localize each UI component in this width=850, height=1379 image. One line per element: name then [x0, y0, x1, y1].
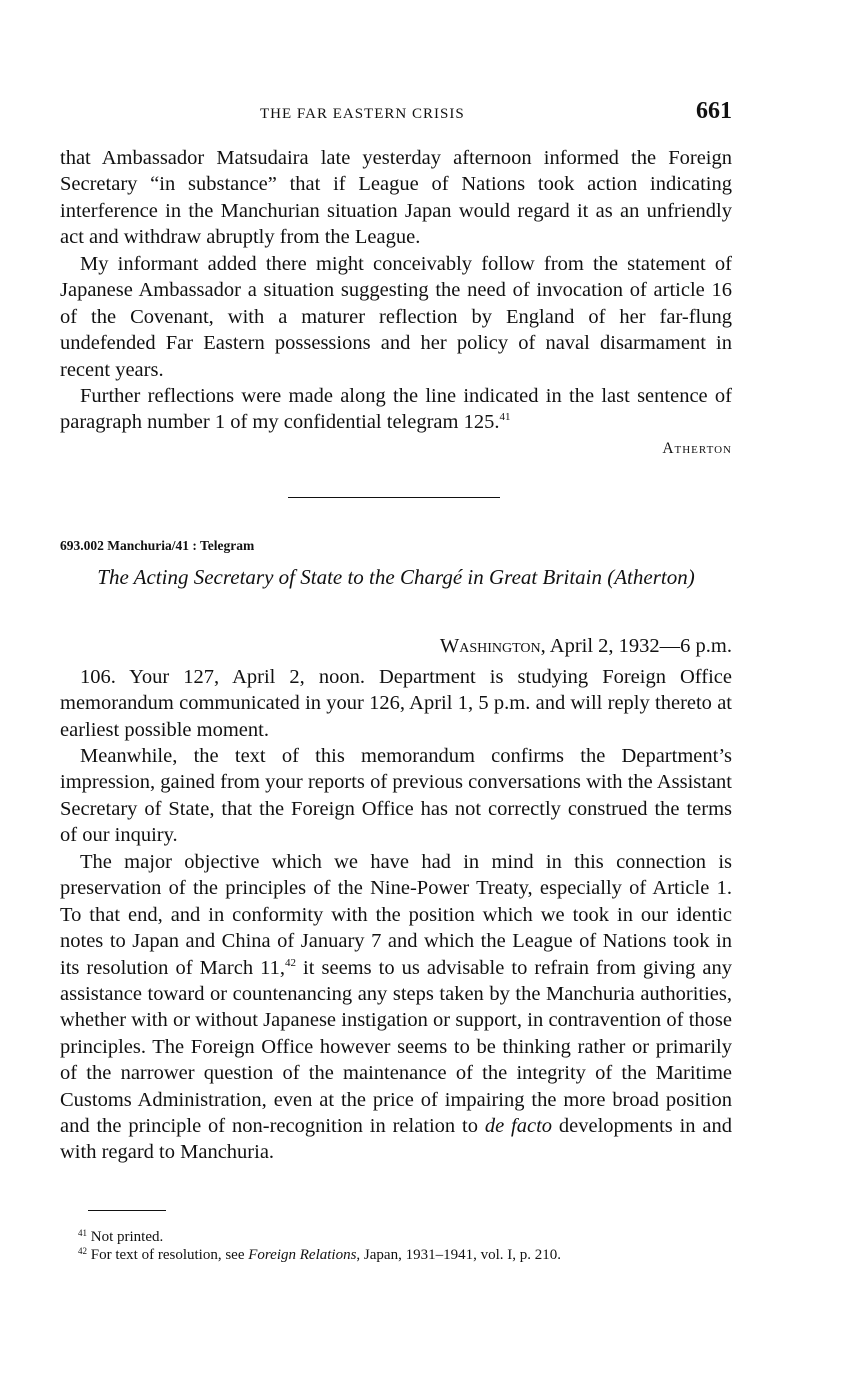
footnote-41-mark: 41	[78, 1228, 87, 1238]
section-divider	[288, 497, 500, 498]
document-title: The Acting Secretary of State to the Chargé in Great Britain (Atherton)	[97, 565, 695, 589]
paragraph-further-reflections-text: Further reflections were made along the line indicated in the last sentence of paragraph number 1 of my confidential telegram 125.	[60, 385, 732, 434]
footnote-41-text: Not printed.	[90, 1229, 164, 1245]
body-paragraph-3	[60, 849, 732, 1166]
paragraph-informant: My informant added there might conceivably follow from the statement of Japanese Ambassador a situation suggesting the need of invocation of article 16 of the Covenant, with a maturer reflection by England of her far-flung undefended Far Eastern possessions and her policy of naval disarmament in recent years.	[60, 253, 732, 381]
page-number: 661	[696, 98, 732, 124]
dateline-date: , April 2, 1932—6 p.m.	[540, 635, 732, 657]
footnote-ref-42: 42	[285, 956, 296, 969]
dateline-place: Washington	[439, 635, 541, 657]
footnote-42-text-b: , Japan, 1931–1941, vol. I, p. 210.	[356, 1247, 561, 1263]
body-paragraph-1: 106. Your 127, April 2, noon. Department is studying Foreign Office memorandum communicated in your 126, April 1, 5 p.m. and will reply thereto at earliest possible moment.	[60, 666, 732, 741]
body-paragraph-2: Meanwhile, the text of this memorandum confirms the Department’s impression, gained from your reports of previous conversations with the Assistant Secretary of State, that the Foreign Office has not correctly construed the terms of our inquiry.	[60, 745, 732, 847]
dateline	[440, 635, 732, 658]
footnote-42-italic: Foreign Relations	[248, 1247, 357, 1263]
signature: Atherton	[662, 440, 732, 457]
body-paragraph-3-part-a: The major objective which we have had in mind in this connection is preservation of the principles of the Nine-Power Treaty, especially of Article 1. To that end, and in conformity with the position which we took in our identic notes to Japan and China of January 7 and which the League of Nations took in its resolution of March 11,	[60, 851, 732, 979]
page-header	[60, 98, 732, 128]
file-reference: 693.002 Manchuria/41 : Telegram	[60, 538, 255, 553]
footnote-divider	[88, 1210, 166, 1211]
footnote-42-text-a: For text of resolution, see	[90, 1247, 249, 1263]
paragraph-further-reflections	[60, 383, 732, 436]
footnote-ref-41: 41	[499, 411, 511, 424]
paragraph-continuation: that Ambassador Matsudaira late yesterday afternoon informed the Foreign Secretary “in substance” that if League of Nations took action indicating interference in the Manchurian situation Japan would regard it as an unfriendly act and withdraw abruptly from the League.	[60, 147, 732, 249]
body-paragraph-3-part-b: it seems to us advisable to refrain from giving any assistance toward or countenancing any steps taken by the Manchuria authorities, whether with or without Japanese instigation or support, in contravention of those principles. The Foreign Office however seems to be thinking rather or primarily of the narrower question of the maintenance of the integrity of the Maritime Customs Administration, even at the price of impairing the more broad position and the principle of non-recognition in relation to	[60, 956, 732, 1138]
running-title: THE FAR EASTERN CRISIS	[260, 106, 465, 122]
footnote-42	[78, 1242, 561, 1264]
footnote-42-mark: 42	[78, 1246, 87, 1256]
body-paragraph-3-part-c: developments in and with regard to Manchuria.	[60, 1115, 733, 1164]
body-paragraph-3-italic: de facto	[484, 1115, 553, 1138]
